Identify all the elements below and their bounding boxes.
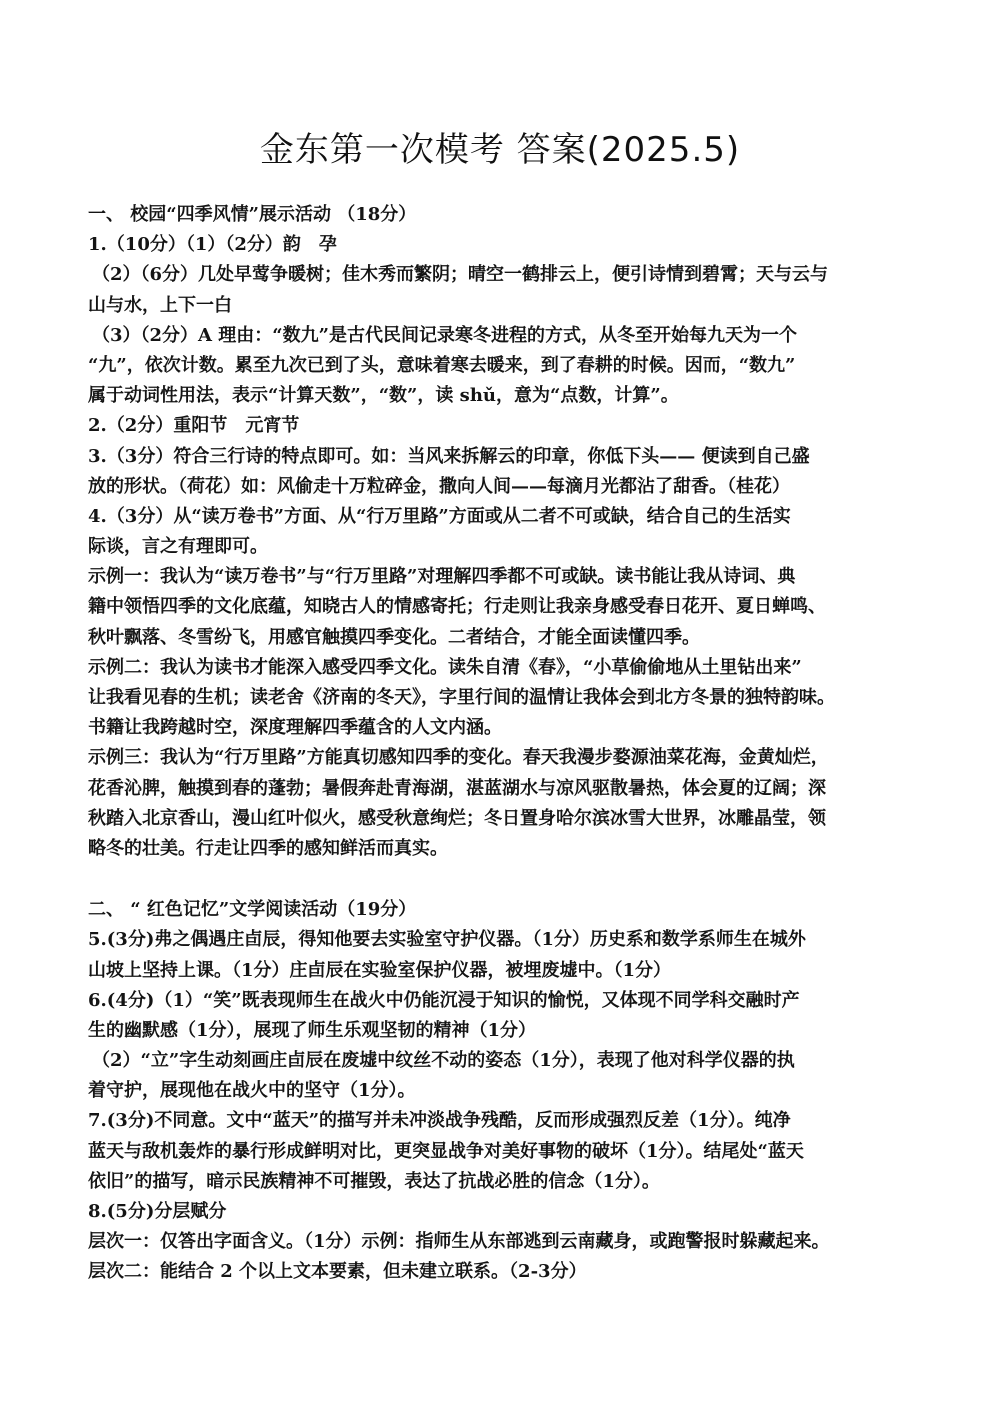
answer-line: 示例一：我认为“读万卷书”与“行万里路”对理解四季都不可或缺。读书能让我从诗词、典 xyxy=(88,566,796,588)
answer-line: （3）（2分）A 理由：“数九”是古代民间记录寒冬进程的方式，从冬至开始每九天为一个 xyxy=(92,324,797,346)
answer-line: 依旧”的描写，暗示民族精神不可摧毁，表达了抗战必胜的信念（1分）。 xyxy=(88,1170,660,1192)
section-heading: 一、 校园“四季风情”展示活动 （18分） xyxy=(88,204,417,225)
page-title: 金东第一次模考 答案(2025.5) xyxy=(259,130,741,170)
answer-line: （2）“立”字生动刻画庄卣辰在废墟中纹丝不动的姿态（1分），表现了他对科学仪器的执 xyxy=(92,1050,795,1072)
section-spacer xyxy=(88,864,914,895)
answer-line: 属于动词性用法，表示“计算天数”，“数”，读 shǔ，意为“点数，计算”。 xyxy=(88,385,679,407)
answer-line: 籍中领悟四季的文化底蕴，知晓古人的情感寄托；行走则让我亲身感受春日花开、夏日蝉鸣、 xyxy=(88,596,826,618)
section-heading: 二、 “ 红色记忆”文学阅读活动（19分） xyxy=(88,899,417,921)
answer-line: 秋叶飘落、冬雪纷飞，用感官触摸四季变化。二者结合，才能全面读懂四季。 xyxy=(88,626,700,648)
answer-line: 蓝天与敌机轰炸的暴行形成鲜明对比，更突显战争对美好事物的破坏（1分）。结尾处“蓝天 xyxy=(88,1140,804,1162)
answer-line: 层次一：仅答出字面含义。（1分）示例：指师生从东部逃到云南藏身，或跑警报时躲藏起来。 xyxy=(88,1231,830,1253)
answer-line: 示例二：我认为读书才能深入感受四季文化。读朱自清《春》，“小草偷偷地从土里钻出来” xyxy=(88,656,802,678)
answer-line: 山与水，上下一白 xyxy=(88,294,232,316)
answer-line: 1.（10分）（1）（2分）韵 孕 xyxy=(88,234,337,256)
answer-line: 际谈，言之有理即可。 xyxy=(88,536,268,558)
answer-line: 着守护，展现他在战火中的坚守（1分）。 xyxy=(88,1080,416,1102)
section-one xyxy=(88,200,914,864)
answer-line: 生的幽默感（1分），展现了师生乐观坚韧的精神（1分） xyxy=(88,1019,537,1041)
answer-line: 书籍让我跨越时空，深度理解四季蕴含的人文内涵。 xyxy=(88,717,502,739)
answer-line: 让我看见春的生机；读老舍《济南的冬天》，字里行间的温情让我体会到北方冬景的独特韵味。 xyxy=(88,687,835,708)
answer-line: 花香沁脾，触摸到春的蓬勃；暑假奔赴青海湖，湛蓝湖水与凉风驱散暑热，体会夏的辽阔；深 xyxy=(88,777,826,799)
answer-line: 3.（3分）符合三行诗的特点即可。如：当风来拆解云的印章，你低下头—— 便读到自己盛 xyxy=(88,445,810,467)
answer-line: 放的形状。（荷花）如：风偷走十万粒碎金，撒向人间——每滴月光都沾了甜香。（桂花） xyxy=(88,475,790,497)
answer-line: 2.（2分）重阳节 元宵节 xyxy=(88,415,300,437)
answer-line: 略冬的壮美。行走让四季的感知鲜活而真实。 xyxy=(88,837,448,859)
answer-line: 7.(3分)不同意。文中“蓝天”的描写并未冲淡战争残酷，反而形成强烈反差（1分）。纯净 xyxy=(88,1110,791,1132)
section-two xyxy=(88,895,914,1287)
answer-line: 山坡上坚持上课。（1分）庄卣辰在实验室保护仪器，被埋废墟中。（1分） xyxy=(88,959,672,981)
answer-line: 4.（3分）从“读万卷书”方面、从“行万里路”方面或从二者不可或缺，结合自己的生活实 xyxy=(88,505,791,527)
answer-content xyxy=(88,200,914,1288)
answer-line: “九”，依次计数。累至九次已到了头，意味着寒去暖来，到了春耕的时候。因而，“数九” xyxy=(88,354,796,376)
answer-line: 6.(4分)（1）“笑”既表现师生在战火中仍能沉浸于知识的愉悦，又体现不同学科交融时产 xyxy=(88,989,800,1011)
answer-line: 8.(5分)分层赋分 xyxy=(88,1201,227,1222)
answer-line: 层次二：能结合 2 个以上文本要素，但未建立联系。（2-3分） xyxy=(88,1261,587,1283)
answer-line: （2）（6分）几处早莺争暖树；佳木秀而繁阴；晴空一鹤排云上，便引诗情到碧霄；天与云与 xyxy=(92,264,829,286)
answer-line: 5.(3分)弗之偶遇庄卣辰，得知他要去实验室守护仪器。（1分）历史系和数学系师生在城外 xyxy=(88,929,806,951)
answer-line: 示例三：我认为“行万里路”方能真切感知四季的变化。春天我漫步婺源油菜花海，金黄灿烂， xyxy=(88,747,829,769)
answer-line: 秋踏入北京香山，漫山红叶似火，感受秋意绚烂；冬日置身哈尔滨冰雪大世界，冰雕晶莹，领 xyxy=(88,807,826,829)
